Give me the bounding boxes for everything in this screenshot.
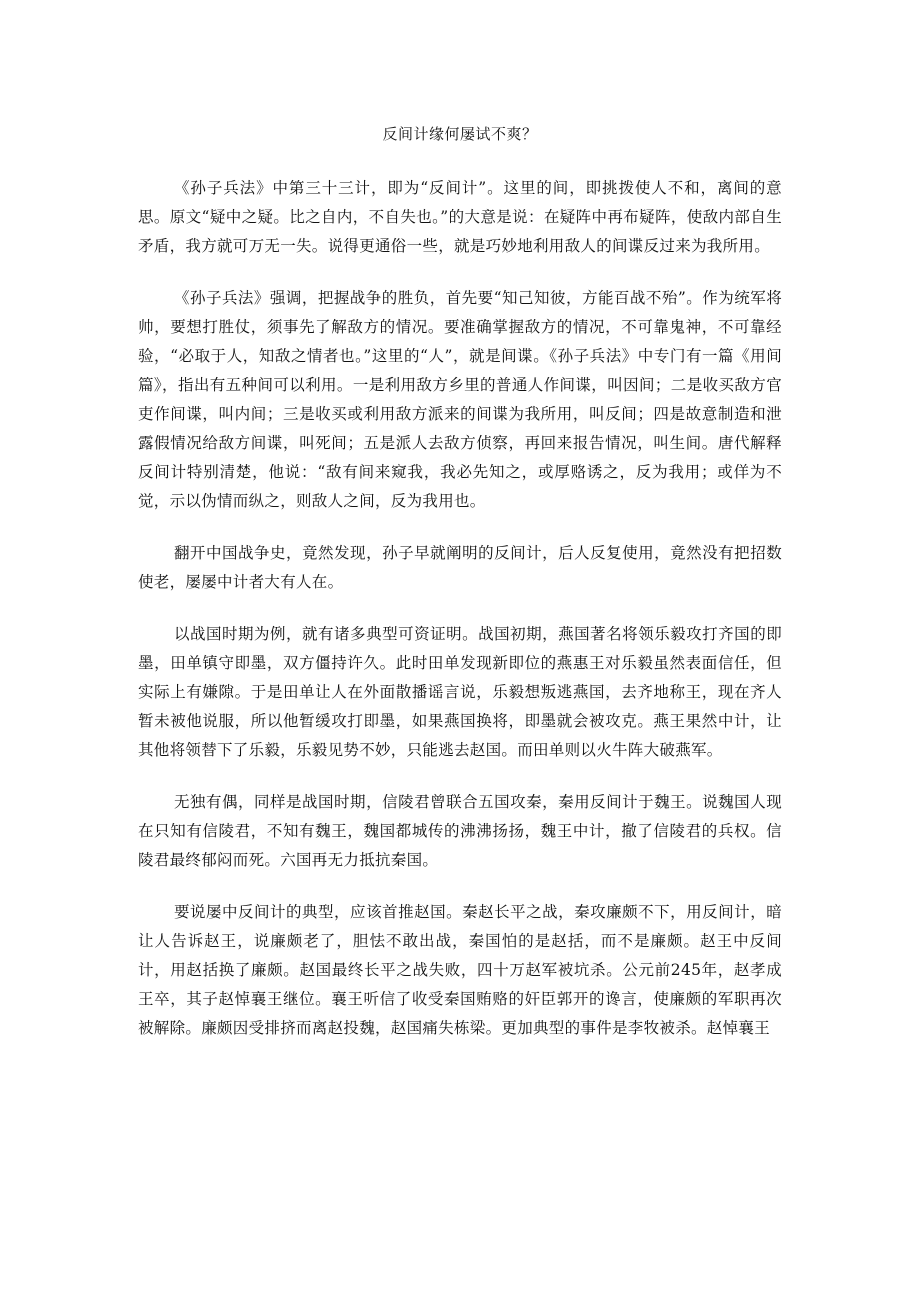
paragraph-5: 无独有偶，同样是战国时期，信陵君曾联合五国攻秦，秦用反间计于魏王。说魏国人现在只知有信陵君，不知有魏王，魏国都城传的沸沸扬扬，魏王中计，撤了信陵君的兵权。信陵君最终郁闷而死。六国再无力抵抗秦国。 bbox=[138, 793, 782, 869]
document-body bbox=[138, 174, 782, 1066]
paragraph-6: 要说屡中反间计的典型，应该首推赵国。秦赵长平之战，秦攻廉颇不下，用反间计，暗让人告诉赵王，说廉颇老了，胆怯不敢出战，秦国怕的是赵括，而不是廉颇。赵王中反间计，用赵括换了廉颇。赵国最终长平之战失败，四十万赵军被坑杀。公元前245年，赵孝成王卒，其子赵悼襄王继位。襄王听信了收受秦国贿赂的奸臣郭开的谗言，使廉颇的军职再次被解除。廉颇因受排挤而离赵投魏，赵国痛失栋梁。更加典型的事件是李牧被杀。赵悼襄王 bbox=[138, 903, 782, 1037]
paragraph-4: 以战国时期为例，就有诸多典型可资证明。战国初期，燕国著名将领乐毅攻打齐国的即墨，田单镇守即墨，双方僵持许久。此时田单发现新即位的燕惠王对乐毅虽然表面信任，但实际上有嫌隙。于是田单让人在外面散播谣言说，乐毅想叛逃燕国，去齐地称王，现在齐人暂未被他说服，所以他暂缓攻打即墨，如果燕国换将，即墨就会被攻克。燕王果然中计，让其他将领替下了乐毅，乐毅见势不妙，只能逃去赵国。而田单则以火牛阵大破燕军。 bbox=[138, 625, 782, 759]
paragraph-3: 翻开中国战争史，竟然发现，孙子早就阐明的反间计，后人反复使用，竟然没有把招数使老，屡屡中计者大有人在。 bbox=[138, 544, 782, 591]
paragraph-2: 《孙子兵法》强调，把握战争的胜负，首先要“知己知彼，方能百战不殆”。作为统军将帅，要想打胜仗，须事先了解敌方的情况。要准确掌握敌方的情况，不可靠鬼神，不可靠经验，“必取于人，知敌之情者也。”这里的“人”，就是间谍。《孙子兵法》中专门有一篇《用间篇》，指出有五种间可以利用。一是利用敌方乡里的普通人作间谍，叫因间；二是收买敌方官吏作间谍，叫内间；三是收买或利用敌方派来的间谍为我所用，叫反间；四是故意制造和泄露假情况给敌方间谍，叫死间；五是派人去敌方侦察，再回来报告情况，叫生间。唐代解释反间计特别清楚，他说：“敌有间来窥我，我必先知之，或厚赂诱之，反为我用；或佯为不觉，示以伪情而纵之，则敌人之间，反为我用也。 bbox=[138, 289, 782, 510]
document-title: 反间计缘何屡试不爽？ bbox=[382, 125, 538, 143]
paragraph-1: 《孙子兵法》中第三十三计，即为“反间计”。这里的间，即挑拨使人不和，离间的意思。原文“疑中之疑。比之自内，不自失也。”的大意是说：在疑阵中再布疑阵，使敌内部自生矛盾，我方就可万无一失。说得更通俗一些，就是巧妙地利用敌人的间谍反过来为我所用。 bbox=[138, 179, 782, 255]
